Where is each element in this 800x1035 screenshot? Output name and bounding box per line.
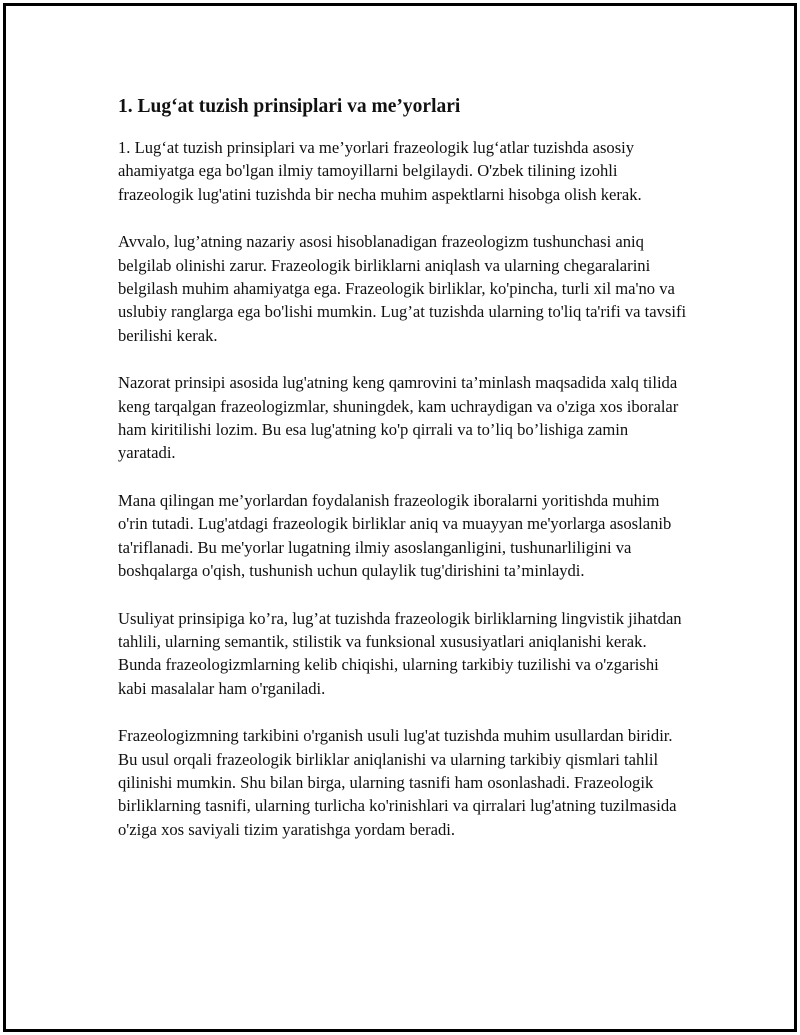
paragraph-structure-method: Frazeologizmning tarkibini o'rganish usuli lug'at tuzishda muhim usullardan biridir. Bu usul orqali frazeologik birliklar aniqlanishi va ularning tarkibiy qismlari tahlil qilinishi mumkin. Shu bilan birga, ularning tasnifi ham osonlashadi. Frazeologik birliklarning tasnifi, ularning turlicha ko'rinishlari va qirralari lug'atning tuzilmasida o'ziga xos saviyali tizim yaratishga yordam beradi. [118, 726, 677, 839]
paragraph-control-principle: Nazorat prinsipi asosida lug'atning keng qamrovini ta’minlash maqsadida xalq tilida keng tarqalgan frazeologizmlar, shuningdek, kam uchraydigan va o'ziga xos iboralar ham kiritilishi lozim. Bu esa lug'atning ko'p qirrali va to’liq bo’lishiga zamin yaratadi. [118, 373, 679, 463]
paragraph-theory: Avvalo, lug’atning nazariy asosi hisoblanadigan frazeologizm tushunchasi aniq belgilab olinishi zarur. Frazeologik birliklarni aniqlash va ularning chegaralarini belgilash muhim ahamiyatga ega. Frazeologik birliklar, ko'pincha, turli xil ma'no va uslubiy ranglarga ega bo'lishi mumkin. Lug’at tuzishda ularning to'liq ta'rifi va tavsifi berilishi kerak. [118, 232, 687, 345]
paragraph-intro: 1. Lug‘at tuzish prinsiplari va me’yorlari frazeologik lug‘atlar tuzishda asosiy ahamiyatga ega bo'lgan ilmiy tamoyillarni belgilaydi. O'zbek tilining izohli frazeologik lug'atini tuzishda bir necha muhim aspektlarni hisobga olish kerak. [118, 138, 642, 204]
section-heading: 1. Lug‘at tuzish prinsiplari va me’yorlari [118, 96, 461, 117]
document-body [118, 94, 688, 865]
paragraph-methodology: Usuliyat prinsipiga ko’ra, lug’at tuzishda frazeologik birliklarning lingvistik jihatdan tahlili, ularning semantik, stilistik va funksional xususiyatlari aniqlanishi kerak. Bunda frazeologizmlarning kelib chiqishi, ularning tarkibiy tuzilishi va o'zgarishi kabi masalalar ham o'rganiladi. [118, 608, 682, 698]
paragraph-norms: Mana qilingan me’yorlardan foydalanish frazeologik iboralarni yoritishda muhim o'rin tutadi. Lug'atdagi frazeologik birliklar aniq va muayyan me'yorlarga asoslanib ta'riflanadi. Bu me'yorlar lugatning ilmiy asoslanganligini, tushunarliligini va boshqalarga o'qish, tushunish uchun qulaylik tug'dirishini ta’minlaydi. [118, 490, 672, 581]
